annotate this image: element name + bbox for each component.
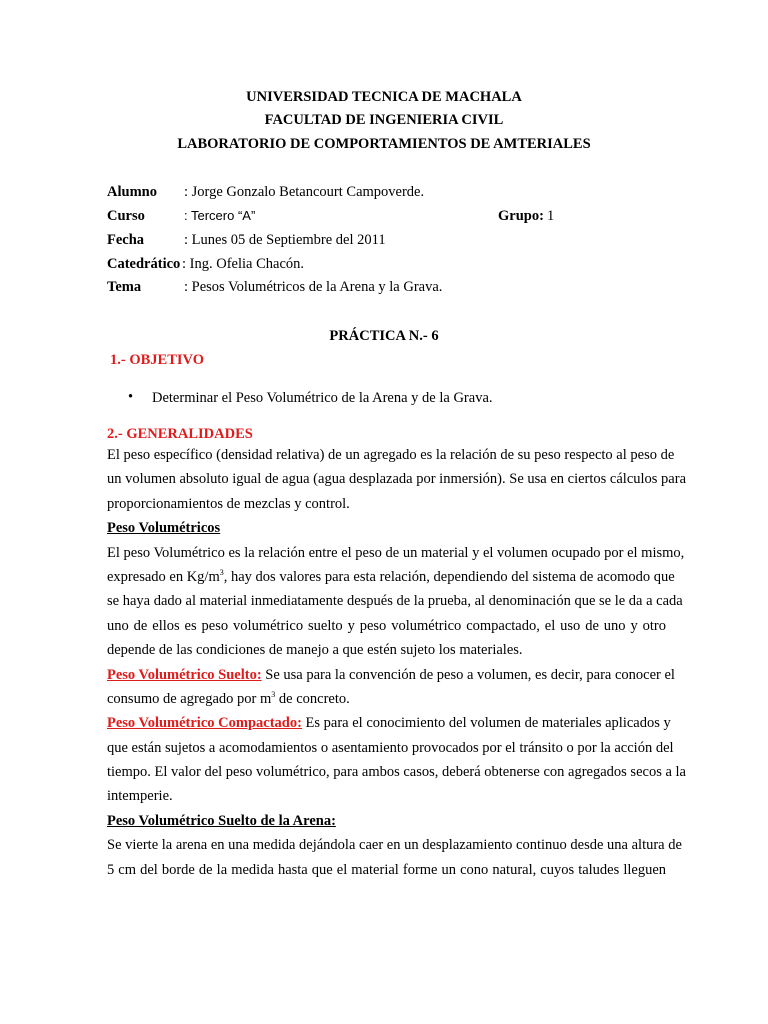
compactado-label: Peso Volumétrico Compactado: (107, 715, 302, 732)
paragraph-line: intemperie. (107, 788, 173, 805)
faculty-title: FACULTAD DE INGENIERIA CIVIL (264, 112, 504, 128)
compactado-line: Peso Volumétrico Compactado: Es para el conocimiento del volumen de materiales aplicados y (107, 715, 671, 732)
paragraph-line: proporcionamientos de mezclas y control. (107, 495, 350, 512)
curso-value: : Tercero “A” (184, 208, 256, 223)
paragraph-line: El peso específico (densidad relativa) de un agregado es la relación de su peso respecto al peso de (107, 447, 675, 463)
alumno-value: : Jorge Gonzalo Betancourt Campoverde. (184, 184, 425, 200)
suelto-line-2: consumo de agregado por $m^3$ de concreto. (107, 690, 350, 707)
paragraph-line: tiempo. El valor del peso volumétrico, para ambos casos, deberá obtenerse con agregados secos a la (107, 764, 686, 781)
tema-value: : Pesos Volumétricos de la Arena y la Grava. (184, 279, 443, 295)
bullet-icon: • (128, 389, 134, 405)
paragraph-line: uno de ellos es peso volumétrico suelto y peso volumétrico compactado, el uso de uno y otro (107, 617, 666, 634)
grupo-label: Grupo: (498, 208, 544, 224)
paragraph-line: que están sujetos a acomodamientos o asentamiento provocados por el tránsito o por la acción del (107, 739, 674, 756)
suelto-label: Peso Volumétrico Suelto: (107, 666, 262, 683)
fecha-value: : Lunes 05 de Septiembre del 2011 (184, 232, 386, 248)
paragraph-line-with-sup: expresado en $Kg/m^3$, hay dos valores para esta relación, dependiendo del sistema de acomodo que (107, 568, 675, 585)
paragraph-line: 5 cm del borde de la medida hasta que el material forme un cono natural, cuyos taludes lleguen (107, 861, 666, 878)
laboratory-title: LABORATORIO DE COMPORTAMIENTOS DE AMTERIALES (177, 136, 591, 152)
arena-heading: Peso Volumétrico Suelto de la Arena: (107, 812, 336, 829)
tema-label: Tema (107, 279, 142, 295)
paragraph-line: El peso Volumétrico es la relación entre el peso de un material y el volumen ocupado por el mismo, (107, 544, 685, 561)
paragraph-line: se haya dado al material inmediatamente después de la prueba, al denominación que se le da a cada (107, 593, 683, 610)
generalidades-paragraph (107, 443, 687, 882)
fecha-label: Fecha (107, 232, 145, 248)
practice-title: PRÁCTICA N.- 6 (329, 328, 439, 344)
alumno-label: Alumno (107, 184, 157, 200)
grupo-value: 1 (547, 208, 555, 224)
curso-label: Curso (107, 208, 145, 224)
paragraph-line: un volumen absoluto igual de agua (agua desplazada por inmersión). Se usa en ciertos cálculos para (107, 471, 687, 488)
objetivo-heading: 1.- OBJETIVO (110, 352, 204, 368)
objetivo-item: Determinar el Peso Volumétrico de la Arena y de la Grava. (152, 390, 493, 406)
peso-volumetricos-heading: Peso Volumétricos (107, 520, 221, 537)
generalidades-heading: 2.- GENERALIDADES (107, 426, 253, 442)
university-title: UNIVERSIDAD TECNICA DE MACHALA (246, 89, 522, 105)
catedratico-label: Catedrático (107, 256, 181, 272)
suelto-line: Peso Volumétrico Suelto: Se usa para la convención de peso a volumen, es decir, para conocer el (107, 666, 675, 683)
paragraph-line: depende de las condiciones de manejo a que estén sujeto los materiales. (107, 642, 523, 659)
paragraph-line: Se vierte la arena en una medida dejándola caer en un desplazamiento continuo desde una altura de (107, 837, 682, 854)
catedratico-value: : Ing. Ofelia Chacón. (182, 256, 305, 272)
